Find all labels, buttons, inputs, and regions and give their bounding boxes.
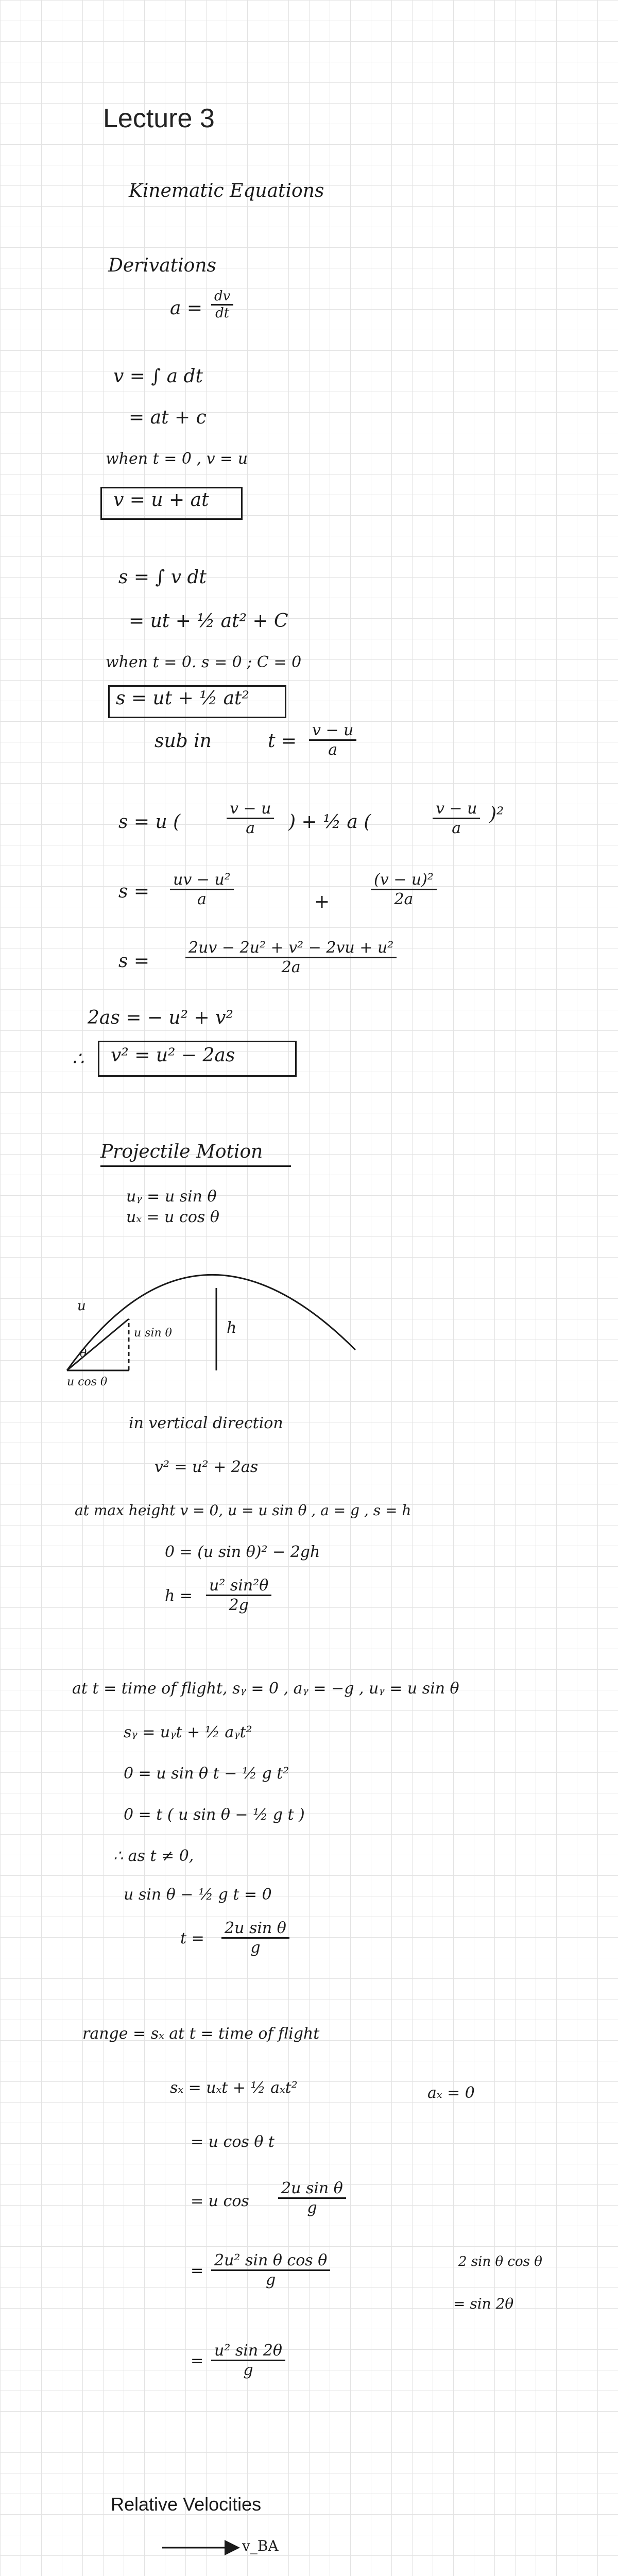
derivations-label: Derivations (108, 255, 217, 276)
diagram-ucos: u cos θ (67, 1376, 108, 1388)
t-den: a (328, 741, 338, 759)
identity-line1: 2 sin θ cos θ (458, 2254, 542, 2269)
h-lhs: h = (165, 1587, 193, 1605)
sy-eq: sᵧ = uᵧt + ½ aᵧt² (124, 1723, 252, 1741)
relative-heading: Relative Velocities (111, 2494, 262, 2515)
s-sub-line2-den2: 2a (394, 890, 414, 908)
s-sub-line2-num1: uv − u² (170, 871, 234, 890)
time-of-flight-condition: at t = time of flight, sᵧ = 0 , aᵧ = −g , uᵧ = u sin θ (72, 1680, 459, 1698)
velocity-const: = at + c (129, 407, 207, 428)
vertical-direction: in vertical direction (129, 1414, 283, 1432)
displacement-integral: s = ∫ v dt (118, 567, 207, 588)
accel-lhs: a = (170, 298, 203, 319)
s-sub-line2-plus: + (314, 891, 330, 912)
range-line4-eq: = (191, 2352, 204, 2370)
max-height-condition: at max height v = 0, u = u sin θ , a = g , s = h (75, 1502, 411, 1519)
displacement-const: = ut + ½ at² + C (129, 611, 288, 632)
s-sub-line2-den1: a (197, 890, 207, 908)
range-line3-num: 2u² sin θ cos θ (211, 2251, 330, 2271)
s-sub-line1-a: s = u ( (118, 811, 181, 833)
s-sub-line1-den: a (246, 819, 255, 837)
range-line1: = u cos θ t (191, 2133, 274, 2151)
displacement-result: s = ut + ½ at² (116, 688, 249, 709)
s-sub-line1-num: v − u (227, 800, 274, 819)
s-sub-line1-num2: v − u (433, 800, 480, 819)
s-sub-line1-c: )² (489, 804, 504, 825)
diagram-h: h (227, 1319, 237, 1337)
kinematic-heading: Kinematic Equations (129, 180, 324, 201)
displacement-condition: when t = 0. s = 0 ; C = 0 (106, 653, 302, 671)
h-den: 2g (229, 1596, 249, 1614)
s-sub-line1-den2: a (452, 819, 461, 837)
diagram-usin: u sin θ (134, 1327, 172, 1340)
sub-in-label: sub in (154, 731, 212, 752)
range-line3-eq: = (191, 2262, 204, 2280)
page-title: Lecture 3 (103, 104, 215, 133)
ux-eq: uₓ = u cos θ (126, 1208, 219, 1226)
tof-line3: 0 = t ( u sin θ − ½ g t ) (124, 1806, 305, 1824)
range-line4-num: u² sin 2θ (211, 2342, 285, 2361)
diagram-theta: θ (80, 1347, 87, 1360)
range-line3-den: g (266, 2271, 276, 2289)
v2-eq: v² = u² + 2as (154, 1458, 259, 1476)
identity-line2: = sin 2θ (453, 2295, 514, 2312)
s-sub-line3-num: 2uv − 2u² + v² − 2vu + u² (185, 939, 397, 958)
projectile-heading: Projectile Motion (100, 1141, 263, 1162)
t-lhs: t = (268, 731, 297, 752)
range-line2-a: = u cos (191, 2192, 249, 2210)
ax-eq: aₓ = 0 (427, 2084, 475, 2102)
accel-den: dt (215, 306, 230, 321)
uy-eq: uᵧ = u sin θ (126, 1188, 217, 1206)
two-as-eq: 2as = − u² + v² (88, 1007, 233, 1028)
diagram-u: u (77, 1298, 86, 1314)
s-sub-line2-num2: (v − u)² (371, 871, 437, 890)
range-line2-den: g (307, 2199, 317, 2217)
t-num: v − u (309, 721, 356, 741)
range-line4-den: g (243, 2361, 253, 2379)
t2-den: g (250, 1939, 261, 1957)
tof-line2: 0 = u sin θ t − ½ g t² (124, 1765, 289, 1783)
s-sub-line3-den: 2a (281, 958, 301, 976)
sx-eq: sₓ = uₓt + ½ aₓt² (170, 2079, 298, 2097)
h-num: u² sin²θ (206, 1577, 271, 1596)
s-sub-line2-lhs: s = (118, 881, 150, 902)
s-sub-line1-b: ) + ½ a ( (288, 811, 371, 833)
velocity-result: v = u + at (113, 489, 209, 511)
velocity-condition: when t = 0 , v = u (106, 450, 248, 468)
therefore-symbol: ∴ (72, 1048, 84, 1070)
range-def: range = sₓ at t = time of flight (82, 2025, 320, 2043)
s-sub-line3-lhs: s = (118, 951, 150, 972)
t2-lhs: t = (180, 1929, 204, 1947)
accel-num: dv (211, 289, 233, 306)
tof-line4: ∴ as t ≠ 0, (113, 1847, 194, 1865)
tof-line5: u sin θ − ½ g t = 0 (124, 1886, 272, 1904)
t2-num: 2u sin θ (221, 1919, 289, 1939)
zero-eq: 0 = (u sin θ)² − 2gh (165, 1543, 320, 1561)
final-result: v² = u² − 2as (111, 1045, 235, 1066)
vba-arrow-label: v_BA (242, 2537, 279, 2554)
range-line2-num: 2u sin θ (278, 2179, 346, 2199)
velocity-integral: v = ∫ a dt (113, 366, 203, 387)
